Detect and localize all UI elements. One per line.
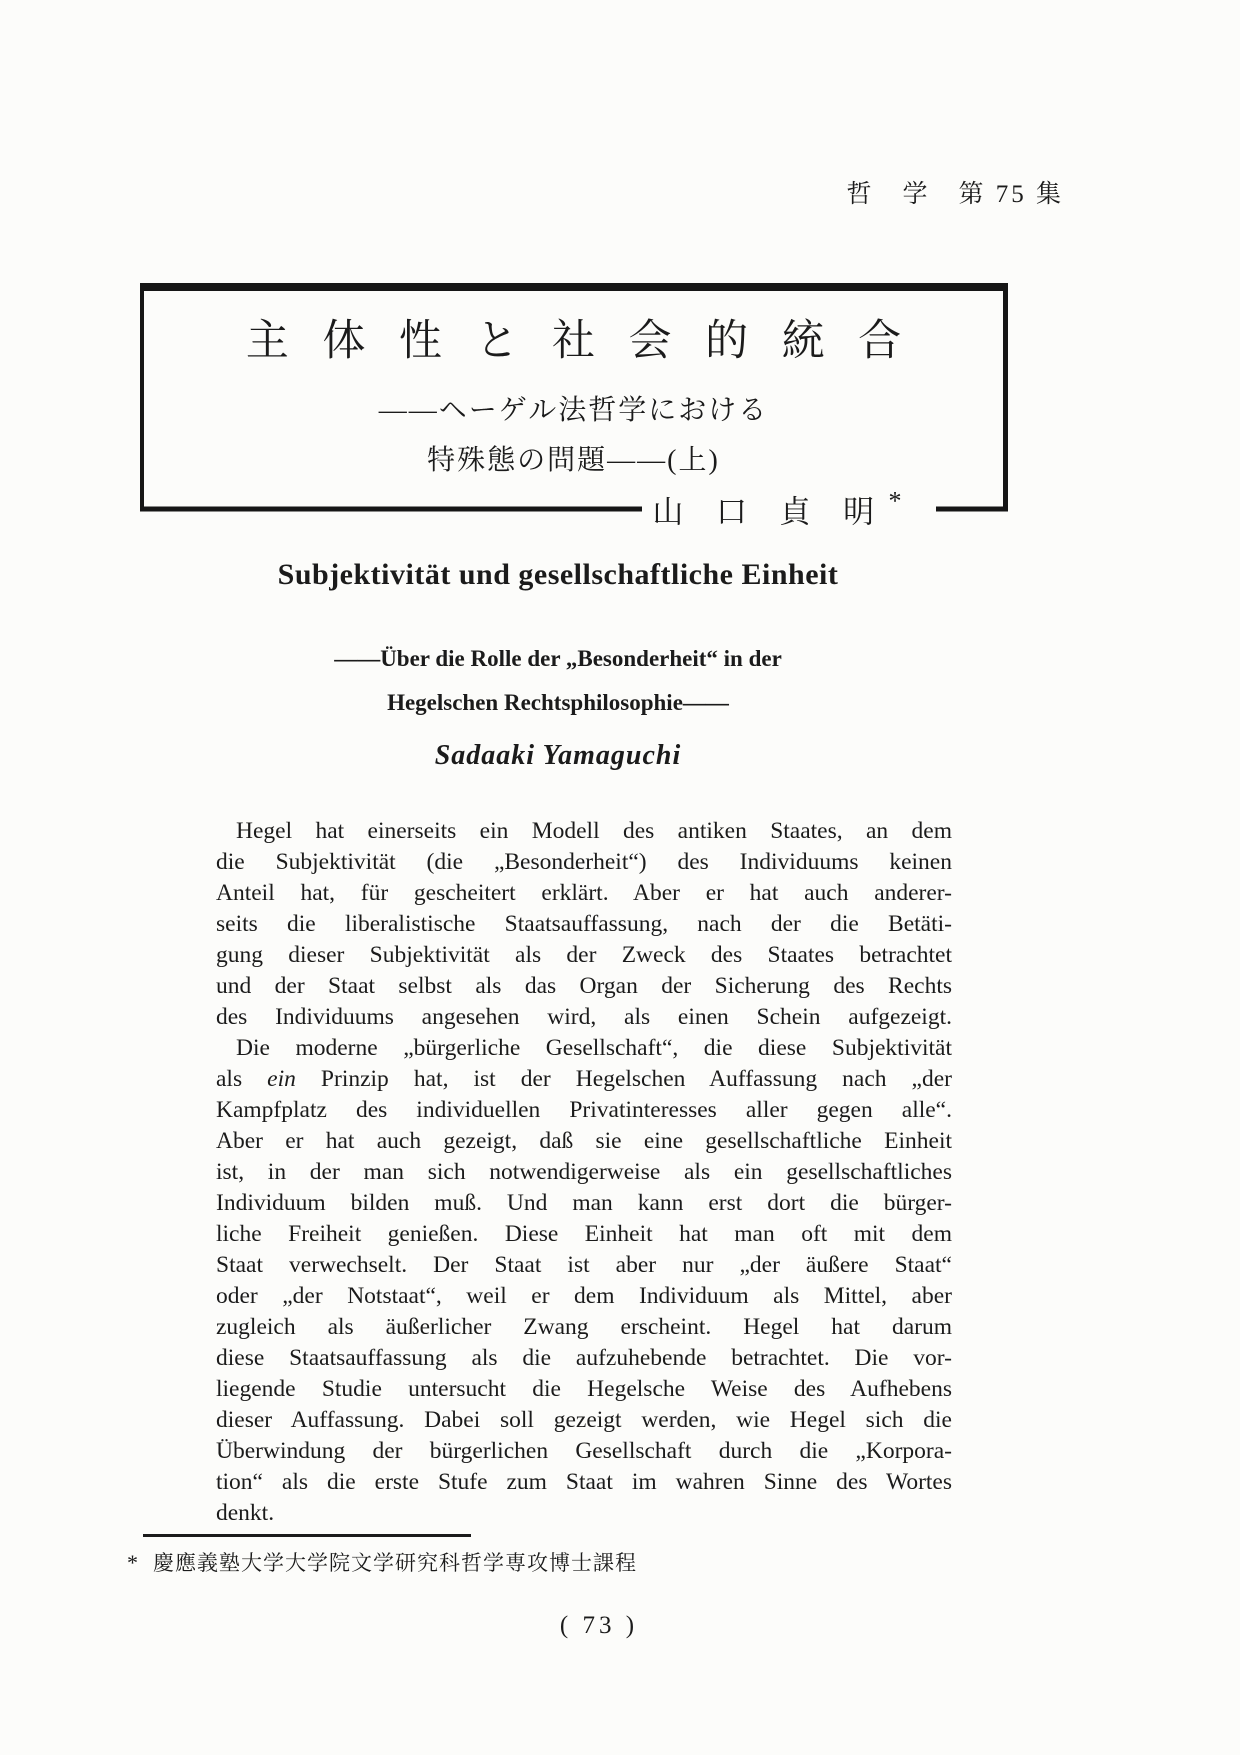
abstract-line: Individuum bilden muß. Und man kann erst dort die bürger- <box>216 1190 952 1216</box>
page-number: ( 73 ) <box>559 1612 639 1639</box>
article-subtitle-japanese-line2: 特殊態の問題——(上) <box>427 445 720 476</box>
footnote-marker-superscript: * <box>888 486 934 516</box>
footnote-marker: * <box>127 1550 139 1575</box>
article-title-japanese: 主体性と社会的統合 <box>245 318 935 365</box>
abstract-line: liegende Studie untersucht die Hegelsche Weise des Aufhebens <box>216 1376 952 1402</box>
abstract-line: tion“ als die erste Stufe zum Staat im wahren Sinne des Wortes <box>216 1469 952 1495</box>
journal-issue-header: 哲 学 第 75 集 <box>846 181 1064 208</box>
abstract-line: liche Freiheit genießen. Diese Einheit hat man oft mit dem <box>216 1221 952 1247</box>
article-subtitle-german-line1: ——Über die Rolle der „Besonderheit“ in der <box>334 646 782 671</box>
abstract-line: als ein Prinzip hat, ist der Hegelschen Auffassung nach „der <box>216 1066 952 1092</box>
abstract-line: gung dieser Subjektivität als der Zweck des Staates betrachtet <box>216 942 952 968</box>
abstract-line: Staat verwechselt. Der Staat ist aber nur „der äußere Staat“ <box>216 1252 952 1278</box>
abstract-line: Überwindung der bürgerlichen Gesellschaft durch die „Korpora- <box>216 1438 952 1464</box>
abstract-line: denkt. <box>216 1500 275 1526</box>
author-rule-left <box>140 507 642 512</box>
abstract-line: dieser Auffassung. Dabei soll gezeigt werden, wie Hegel sich die <box>216 1407 952 1433</box>
abstract-line: Hegel hat einerseits ein Modell des antiken Staates, an dem <box>236 818 952 844</box>
author-name-text: 山口貞明 <box>652 494 907 530</box>
article-subtitle-japanese-line1: ——ヘーゲル法哲学における <box>378 395 769 426</box>
abstract-line: oder „der Notstaat“, weil er dem Individuum als Mittel, aber <box>216 1283 952 1309</box>
footnote <box>127 1547 1027 1577</box>
author-name-japanese <box>642 487 936 532</box>
abstract-line: Aber er hat auch gezeigt, daß sie eine gesellschaftliche Einheit <box>216 1128 952 1154</box>
abstract-line: ist, in der man sich notwendigerweise als ein gesellschaftliches <box>216 1159 952 1185</box>
abstract-line: zugleich als äußerlicher Zwang erscheint. Hegel hat darum <box>216 1314 952 1340</box>
author-row <box>140 487 1008 532</box>
abstract-line: Die moderne „bürgerliche Gesellschaft“, die diese Subjektivität <box>236 1035 952 1061</box>
article-subtitle-german-line2: Hegelschen Rechtsphilosophie—— <box>387 690 729 715</box>
author-rule-right <box>936 507 1008 512</box>
abstract-line: diese Staatsauffassung als die aufzuhebende betrachtet. Die vor- <box>216 1345 952 1371</box>
abstract-line: seits die liberalistische Staatsauffassung, nach der die Betäti- <box>216 911 952 937</box>
article-title-german: Subjektivität und gesellschaftliche Einheit <box>277 558 839 591</box>
abstract-text-block <box>216 816 952 1529</box>
abstract-line: Kampfplatz des individuellen Privatinteresses aller gegen alle“. <box>216 1097 952 1123</box>
footnote-divider-rule <box>143 1534 471 1537</box>
title-box <box>140 283 1008 530</box>
abstract-line: und der Staat selbst als das Organ der Sicherung des Rechts <box>216 973 952 999</box>
abstract-line: die Subjektivität (die „Besonderheit“) des Individuums keinen <box>216 849 952 875</box>
abstract-line: Anteil hat, für gescheitert erklärt. Aber er hat auch anderer- <box>216 880 952 906</box>
author-name-romanized: Sadaaki Yamaguchi <box>434 740 682 771</box>
abstract-line: des Individuums angesehen wird, als einen Schein aufgezeigt. <box>216 1004 952 1030</box>
footnote-text: 慶應義塾大学大学院文学研究科哲学専攻博士課程 <box>153 1551 637 1575</box>
